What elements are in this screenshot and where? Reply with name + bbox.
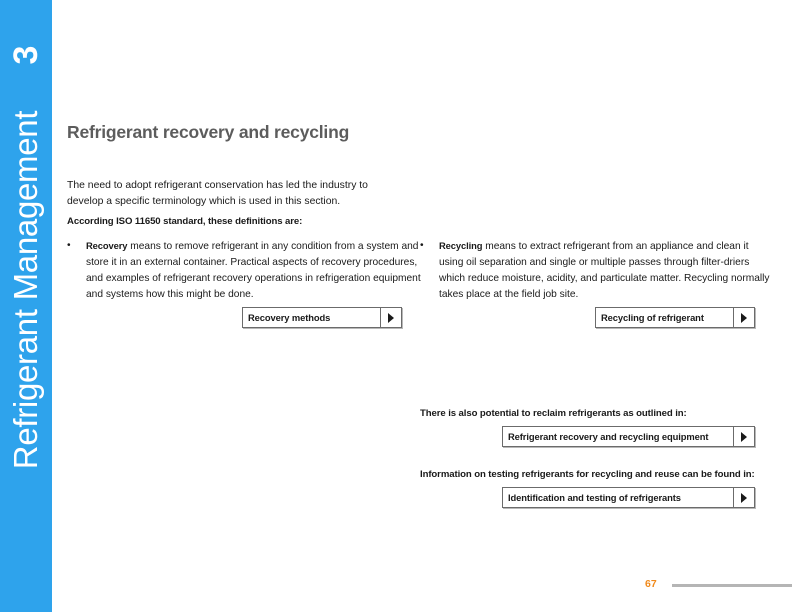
recovery-methods-link[interactable]: [242, 307, 402, 328]
definition-recycling: [420, 238, 774, 303]
bullet-marker: •: [420, 240, 424, 251]
reclaim-note: There is also potential to reclaim refrigerants as outlined in:: [420, 408, 687, 419]
testing-note: Information on testing refrigerants for recycling and reuse can be found in:: [420, 469, 755, 480]
definition-recovery: [67, 238, 421, 303]
page-title: Refrigerant recovery and recycling: [67, 122, 350, 142]
arrow-right-icon: [733, 308, 754, 327]
link-label: Recovery methods: [248, 312, 331, 323]
recycling-of-refrigerant-link[interactable]: [595, 307, 755, 328]
identification-testing-link[interactable]: [502, 487, 755, 508]
bullet-marker: •: [67, 240, 71, 251]
page-number: 67: [645, 578, 657, 590]
definition-term: Recovery: [86, 240, 128, 251]
footer-rule: [672, 584, 792, 587]
intro-line-2: develop a specific terminology which is used in this section.: [67, 196, 341, 207]
chapter-number: 3: [6, 45, 45, 65]
definition-text: means to extract refrigerant from an appliance and clean it using oil separation and single or multiple passes through filter-driers which reduce moisture, acidity, and particulate matter. Recycling normally takes place at the field job site.: [439, 241, 770, 300]
link-label: Recycling of refrigerant: [601, 312, 704, 323]
definition-text: means to remove refrigerant in any condition from a system and store it in an external container. Practical aspects of recovery procedures, and examples of refrigerant recovery operations in refrigeration equipment and systems how this might be done.: [86, 241, 421, 300]
chapter-sidebar: [0, 0, 52, 612]
intro-line-1: The need to adopt refrigerant conservation has led the industry to: [67, 180, 368, 191]
intro-paragraph: [67, 178, 412, 210]
arrow-right-icon: [380, 308, 401, 327]
link-label: Refrigerant recovery and recycling equipment: [508, 431, 709, 442]
arrow-right-icon: [733, 427, 754, 446]
definition-term: Recycling: [439, 240, 483, 251]
chapter-title: Refrigerant Management: [7, 110, 44, 470]
arrow-right-icon: [733, 488, 754, 507]
definitions-heading: According ISO 11650 standard, these definitions are:: [67, 216, 303, 227]
link-label: Identification and testing of refrigerants: [508, 492, 681, 503]
recovery-recycling-equipment-link[interactable]: [502, 426, 755, 447]
